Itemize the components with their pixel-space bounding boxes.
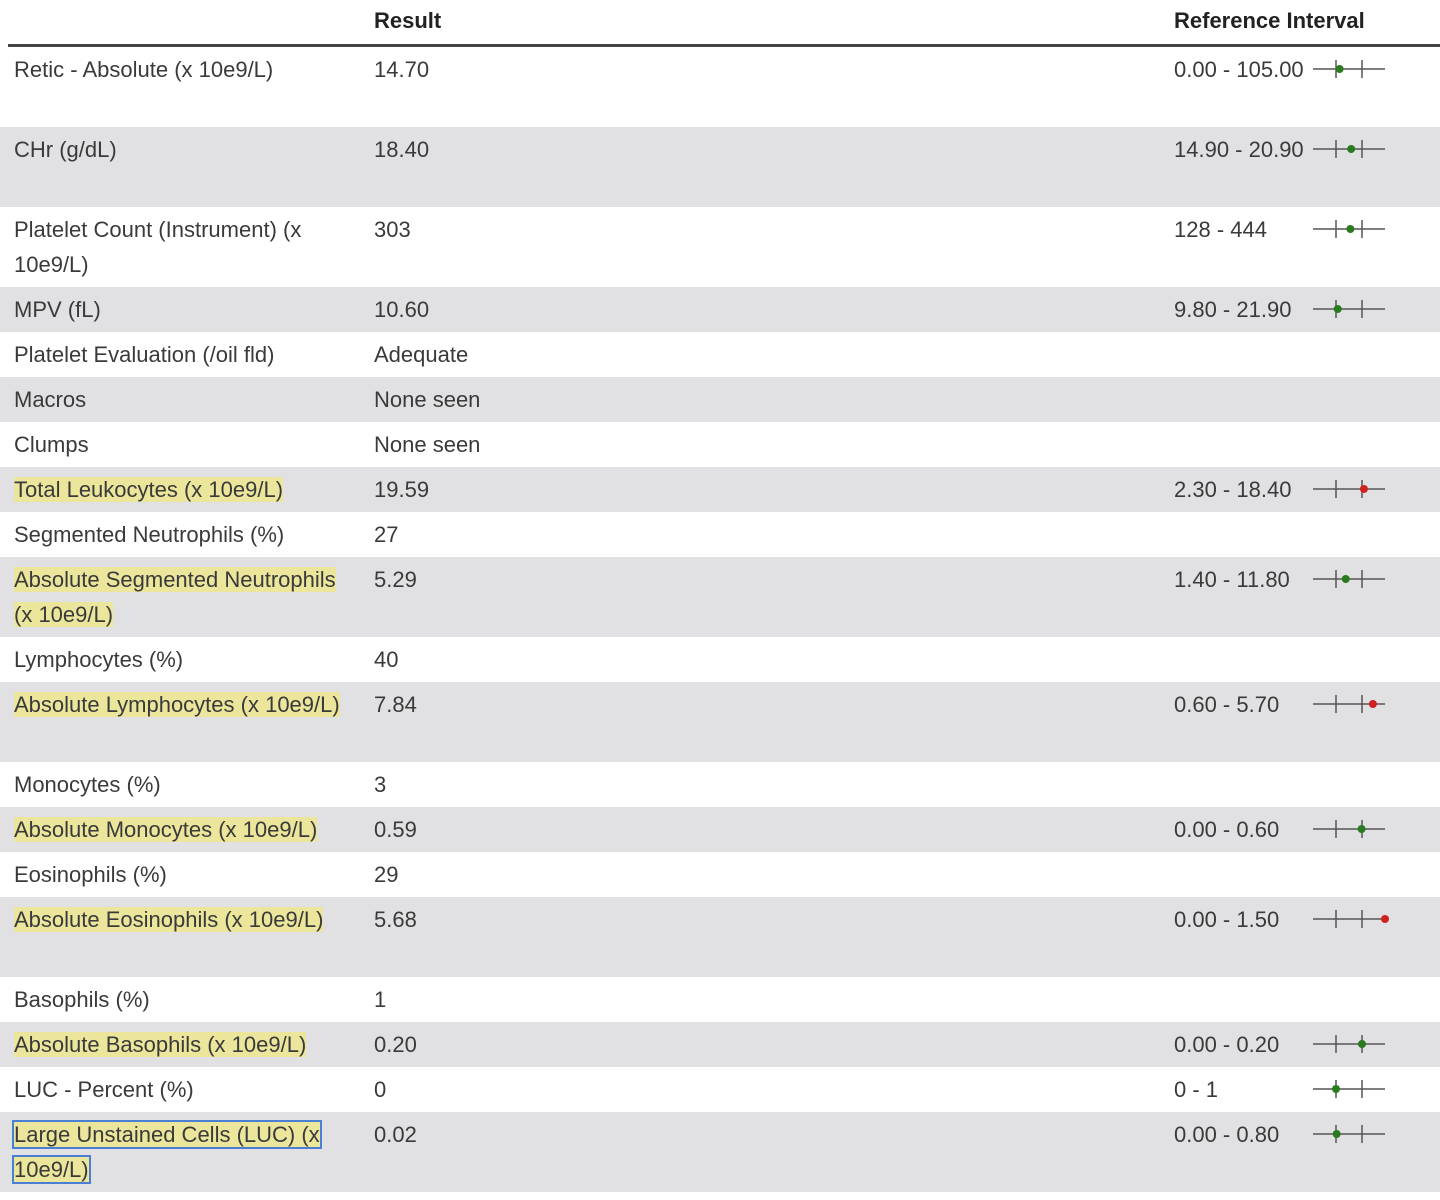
table-row [0, 467, 1440, 512]
test-name: Absolute Basophils (x 10e9/L) [14, 1032, 307, 1057]
result-value: 7.84 [374, 692, 417, 717]
test-name: Platelet Count (Instrument) (x 10e9/L) [14, 217, 302, 277]
table-row [0, 557, 1440, 637]
test-name: Absolute Eosinophils (x 10e9/L) [14, 907, 324, 932]
table-row [0, 127, 1440, 207]
test-name: Lymphocytes (%) [14, 647, 184, 672]
table-row [0, 852, 1440, 897]
result-value: 5.68 [374, 907, 417, 932]
table-row [0, 377, 1440, 422]
table-row [0, 977, 1440, 1022]
test-name: LUC - Percent (%) [14, 1077, 194, 1102]
result-value: Adequate [374, 342, 469, 367]
result-value: 0.02 [374, 1122, 417, 1147]
result-value: 19.59 [374, 477, 430, 502]
result-value: 40 [374, 647, 399, 672]
range-indicator [1313, 1124, 1393, 1144]
test-name-cell [14, 292, 354, 327]
abnormal-value-marker [1369, 700, 1377, 708]
test-name: Total Leukocytes (x 10e9/L) [14, 477, 284, 502]
table-row [0, 1022, 1440, 1067]
test-name-cell [14, 1027, 354, 1062]
test-name-cell [14, 562, 354, 632]
range-indicator [1313, 569, 1393, 589]
range-indicator [1313, 59, 1393, 79]
normal-value-marker [1336, 65, 1344, 73]
test-name-cell [14, 517, 354, 552]
result-value: None seen [374, 387, 481, 412]
range-indicator [1313, 139, 1393, 159]
test-name-cell [14, 857, 354, 892]
result-value: 14.70 [374, 57, 430, 82]
result-value: 29 [374, 862, 399, 887]
test-name: Basophils (%) [14, 987, 150, 1012]
reference-interval: 0.00 - 105.00 [1174, 57, 1304, 82]
abnormal-value-marker [1360, 485, 1368, 493]
result-value: 5.29 [374, 567, 417, 592]
reference-interval: 0.60 - 5.70 [1174, 692, 1280, 717]
test-name: Platelet Evaluation (/oil fld) [14, 342, 275, 367]
reference-interval: 0.00 - 0.60 [1174, 817, 1280, 842]
test-name: Absolute Segmented Neutrophils (x 10e9/L) [14, 567, 336, 627]
range-indicator [1313, 1079, 1393, 1099]
result-column-header: Result [374, 8, 442, 33]
test-name: CHr (g/dL) [14, 137, 117, 162]
normal-value-marker [1342, 575, 1350, 583]
results-table [0, 47, 1440, 1192]
test-name: MPV (fL) [14, 297, 101, 322]
test-name-cell [14, 1117, 354, 1187]
table-row [0, 1067, 1440, 1112]
normal-value-marker [1358, 825, 1366, 833]
test-name: Segmented Neutrophils (%) [14, 522, 285, 547]
test-name-cell [14, 337, 354, 372]
test-name: Clumps [14, 432, 89, 457]
reference-interval: 0.00 - 1.50 [1174, 907, 1280, 932]
reference-interval: 9.80 - 21.90 [1174, 297, 1292, 322]
test-name-cell [14, 132, 354, 167]
test-name: Macros [14, 387, 87, 412]
table-row [0, 682, 1440, 762]
reference-interval: 1.40 - 11.80 [1174, 567, 1290, 592]
test-name-cell [14, 767, 354, 802]
result-value: 3 [374, 772, 387, 797]
test-name-cell [14, 642, 354, 677]
normal-value-marker [1332, 1085, 1340, 1093]
range-indicator [1313, 479, 1393, 499]
test-name-cell [14, 382, 354, 417]
result-value: 0 [374, 1077, 387, 1102]
table-row [0, 512, 1440, 557]
table-row [0, 207, 1440, 287]
abnormal-value-marker [1381, 915, 1389, 923]
table-row [0, 637, 1440, 682]
test-name-cell [14, 687, 354, 722]
result-value: 303 [374, 217, 411, 242]
result-value: None seen [374, 432, 481, 457]
result-value: 27 [374, 522, 399, 547]
reference-interval: 0 - 1 [1174, 1077, 1219, 1102]
test-name: Absolute Monocytes (x 10e9/L) [14, 817, 318, 842]
test-name-cell [14, 982, 354, 1017]
table-row [0, 422, 1440, 467]
result-value: 18.40 [374, 137, 430, 162]
reference-column-header: Reference Interval [1174, 8, 1365, 33]
table-header [8, 0, 1440, 47]
range-indicator [1313, 219, 1393, 239]
reference-interval: 0.00 - 0.80 [1174, 1122, 1280, 1147]
normal-value-marker [1346, 225, 1354, 233]
test-name-cell [14, 812, 354, 847]
table-row [0, 332, 1440, 377]
reference-interval: 14.90 - 20.90 [1174, 137, 1304, 162]
result-value: 10.60 [374, 297, 430, 322]
test-name[interactable]: Large Unstained Cells (LUC) (x 10e9/L) [14, 1122, 320, 1182]
normal-value-marker [1347, 145, 1355, 153]
normal-value-marker [1334, 305, 1342, 313]
table-row [0, 1112, 1440, 1192]
test-name-cell [14, 427, 354, 462]
reference-interval: 128 - 444 [1174, 217, 1267, 242]
table-row [0, 897, 1440, 977]
table-row [0, 47, 1440, 127]
test-name-cell [14, 212, 354, 282]
result-value: 0.59 [374, 817, 417, 842]
reference-interval: 0.00 - 0.20 [1174, 1032, 1280, 1057]
normal-value-marker [1358, 1040, 1366, 1048]
range-indicator [1313, 299, 1393, 319]
table-row [0, 762, 1440, 807]
test-name: Eosinophils (%) [14, 862, 167, 887]
range-indicator [1313, 909, 1393, 929]
normal-value-marker [1333, 1130, 1341, 1138]
result-value: 0.20 [374, 1032, 417, 1057]
table-row [0, 287, 1440, 332]
range-indicator [1313, 819, 1393, 839]
test-name: Absolute Lymphocytes (x 10e9/L) [14, 692, 340, 717]
test-name: Retic - Absolute (x 10e9/L) [14, 57, 274, 82]
test-name-cell [14, 52, 354, 87]
test-name: Monocytes (%) [14, 772, 161, 797]
test-name-cell [14, 1072, 354, 1107]
result-value: 1 [374, 987, 387, 1012]
table-row [0, 807, 1440, 852]
test-name-cell [14, 472, 354, 507]
reference-interval: 2.30 - 18.40 [1174, 477, 1292, 502]
range-indicator [1313, 1034, 1393, 1054]
test-name-cell [14, 902, 354, 937]
range-indicator [1313, 694, 1393, 714]
